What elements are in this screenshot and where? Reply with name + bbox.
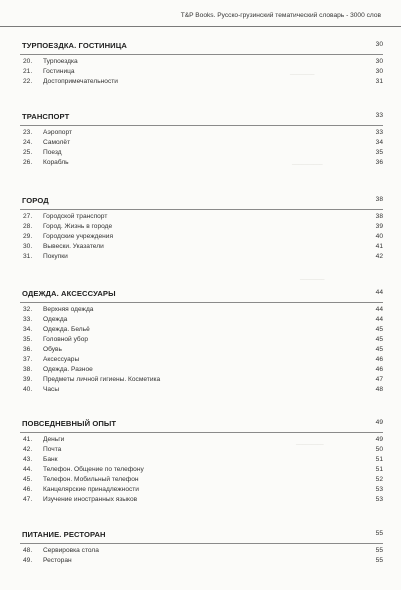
entry-number: 39.: [23, 376, 33, 383]
entry-label: Телефон. Общение по телефону: [43, 466, 144, 473]
entry-number: 46.: [23, 486, 33, 493]
toc-section: [20, 419, 383, 503]
toc-entry: [20, 547, 383, 557]
toc-section: [20, 112, 383, 166]
entry-page: 55: [375, 557, 383, 564]
entry-label: Почта: [43, 446, 62, 453]
section-title: ОДЕЖДА. АКСЕССУАРЫ: [22, 289, 116, 298]
toc-entry: [20, 233, 383, 243]
entry-number: 31.: [23, 253, 33, 260]
running-header: [0, 4, 401, 26]
toc-entry: [20, 58, 383, 68]
entry-number: 42.: [23, 446, 33, 453]
toc-entry: [20, 356, 383, 366]
toc-entry: [20, 159, 383, 169]
bleed-through: __________: [292, 160, 323, 166]
entry-page: 33: [375, 129, 383, 136]
entry-label: Вывески. Указатели: [43, 243, 104, 250]
entry-label: Покупки: [43, 253, 68, 260]
entry-number: 41.: [23, 436, 33, 443]
entry-page: 51: [375, 466, 383, 473]
entry-page: 31: [375, 78, 383, 85]
section-items: [20, 58, 383, 88]
entry-page: 45: [375, 326, 383, 333]
toc-entry: [20, 243, 383, 253]
entry-page: 42: [375, 253, 383, 260]
toc-entry: [20, 223, 383, 233]
section-rule: [20, 125, 383, 126]
section-rule: [20, 54, 383, 55]
entry-number: 29.: [23, 233, 33, 240]
entry-label: Самолёт: [43, 139, 71, 146]
entry-label: Поезд: [43, 149, 62, 156]
toc-entry: [20, 346, 383, 356]
entry-page: 53: [375, 496, 383, 503]
section-rule: [20, 432, 383, 433]
section-header: [20, 289, 383, 303]
toc-entry: [20, 476, 383, 486]
entry-label: Канцелярские принадлежности: [43, 486, 139, 493]
section-items: [20, 306, 383, 396]
toc-entry: [20, 366, 383, 376]
entry-label: Обувь: [43, 346, 62, 353]
toc-section: [20, 196, 383, 260]
section-page-number: 33: [375, 112, 383, 119]
entry-label: Городские учреждения: [43, 233, 114, 240]
toc-entry: [20, 456, 383, 466]
entry-page: 35: [375, 149, 383, 156]
entry-number: 40.: [23, 386, 33, 393]
entry-page: 36: [375, 159, 383, 166]
toc-entry: [20, 386, 383, 396]
section-rule: [20, 209, 383, 210]
bleed-through: ________: [290, 70, 315, 76]
toc-section: [20, 530, 383, 564]
entry-page: 53: [375, 486, 383, 493]
toc-entry: [20, 78, 383, 88]
toc-entry: [20, 496, 383, 506]
toc-entry: [20, 446, 383, 456]
toc-entry: [20, 213, 383, 223]
entry-page: 46: [375, 366, 383, 373]
toc-entry: [20, 557, 383, 567]
entry-label: Телефон. Мобильный телефон: [43, 476, 139, 483]
entry-label: Изучение иностранных языков: [43, 496, 138, 503]
section-header: [20, 41, 383, 55]
entry-number: 30.: [23, 243, 33, 250]
section-page-number: 55: [375, 530, 383, 537]
entry-number: 32.: [23, 306, 33, 313]
entry-label: Городской транспорт: [43, 213, 108, 220]
toc-entry: [20, 139, 383, 149]
entry-page: 49: [375, 436, 383, 443]
entry-label: Банк: [43, 456, 58, 463]
toc-entry: [20, 149, 383, 159]
entry-label: Сервировка стола: [43, 547, 99, 554]
entry-number: 37.: [23, 356, 33, 363]
toc-entry: [20, 376, 383, 386]
section-header: [20, 419, 383, 433]
entry-number: 49.: [23, 557, 33, 564]
running-header-text: T&P Books. Русско-грузинский тематический словарь - 3000 слов: [180, 12, 381, 19]
entry-page: 30: [375, 68, 383, 75]
toc-entry: [20, 306, 383, 316]
entry-page: 40: [375, 233, 383, 240]
entry-label: Гостиница: [43, 68, 75, 75]
toc-section: [20, 289, 383, 393]
section-items: [20, 213, 383, 263]
toc-entry: [20, 253, 383, 263]
entry-number: 28.: [23, 223, 33, 230]
entry-number: 48.: [23, 547, 33, 554]
toc-entry: [20, 466, 383, 476]
entry-page: 50: [375, 446, 383, 453]
entry-number: 27.: [23, 213, 33, 220]
entry-number: 47.: [23, 496, 33, 503]
entry-label: Головной убор: [43, 336, 89, 343]
section-title: ПОВСЕДНЕВНЫЙ ОПЫТ: [22, 419, 117, 428]
entry-page: 39: [375, 223, 383, 230]
entry-number: 44.: [23, 466, 33, 473]
entry-page: 34: [375, 139, 383, 146]
entry-number: 22.: [23, 78, 33, 85]
entry-number: 23.: [23, 129, 33, 136]
section-header: [20, 112, 383, 126]
entry-label: Город. Жизнь в городе: [43, 223, 113, 230]
section-page-number: 49: [375, 419, 383, 426]
toc-entry: [20, 68, 383, 78]
entry-number: 20.: [23, 58, 33, 65]
section-header: [20, 530, 383, 544]
entry-page: 41: [375, 243, 383, 250]
entry-page: 30: [375, 58, 383, 65]
entry-page: 44: [375, 316, 383, 323]
entry-page: 38: [375, 213, 383, 220]
section-page-number: 38: [375, 196, 383, 203]
section-rule: [20, 302, 383, 303]
entry-label: Достопримечательности: [43, 78, 118, 85]
toc-entry: [20, 326, 383, 336]
entry-label: Одежда: [43, 316, 68, 323]
section-page-number: 30: [375, 41, 383, 48]
header-rule: [0, 26, 401, 27]
section-rule: [20, 543, 383, 544]
toc-entry: [20, 316, 383, 326]
entry-label: Верхняя одежда: [43, 306, 94, 313]
entry-label: Предметы личной гигиены. Косметика: [43, 376, 161, 383]
section-title: ПИТАНИЕ. РЕСТОРАН: [22, 530, 106, 539]
entry-page: 52: [375, 476, 383, 483]
entry-number: 24.: [23, 139, 33, 146]
section-items: [20, 547, 383, 567]
entry-number: 25.: [23, 149, 33, 156]
entry-page: 47: [375, 376, 383, 383]
entry-label: Корабль: [43, 159, 69, 166]
entry-number: 35.: [23, 336, 33, 343]
entry-label: Турпоездка: [43, 58, 78, 65]
section-header: [20, 196, 383, 210]
entry-page: 45: [375, 336, 383, 343]
entry-label: Одежда. Разное: [43, 366, 93, 373]
toc-section: [20, 41, 383, 85]
toc-entry: [20, 486, 383, 496]
toc-entry: [20, 129, 383, 139]
section-items: [20, 129, 383, 169]
entry-page: 45: [375, 346, 383, 353]
entry-number: 38.: [23, 366, 33, 373]
entry-label: Деньги: [43, 436, 65, 443]
entry-label: Одежда. Бельё: [43, 326, 90, 333]
entry-number: 36.: [23, 346, 33, 353]
entry-label: Часы: [43, 386, 60, 393]
toc-entry: [20, 336, 383, 346]
entry-number: 21.: [23, 68, 33, 75]
entry-label: Аксессуары: [43, 356, 80, 363]
entry-page: 48: [375, 386, 383, 393]
toc-entry: [20, 436, 383, 446]
entry-number: 45.: [23, 476, 33, 483]
section-title: ТРАНСПОРТ: [22, 112, 70, 121]
section-title: ТУРПОЕЗДКА. ГОСТИНИЦА: [22, 41, 127, 50]
entry-label: Ресторан: [43, 557, 72, 564]
section-page-number: 44: [375, 289, 383, 296]
section-title: ГОРОД: [22, 196, 49, 205]
entry-number: 26.: [23, 159, 33, 166]
entry-page: 46: [375, 356, 383, 363]
entry-page: 51: [375, 456, 383, 463]
bleed-through: _________: [296, 440, 324, 446]
entry-label: Аэропорт: [43, 129, 73, 136]
entry-number: 43.: [23, 456, 33, 463]
bleed-through: ________: [300, 275, 325, 281]
entry-page: 55: [375, 547, 383, 554]
entry-page: 44: [375, 306, 383, 313]
entry-number: 33.: [23, 316, 33, 323]
section-items: [20, 436, 383, 506]
entry-number: 34.: [23, 326, 33, 333]
